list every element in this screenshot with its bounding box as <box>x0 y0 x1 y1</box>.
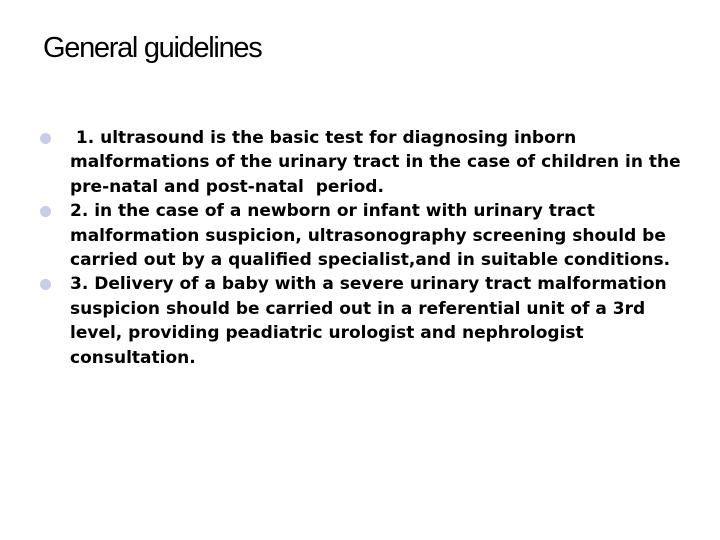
bullet-item-2 <box>40 199 690 272</box>
bullet-item-3 <box>40 272 690 370</box>
bullet-list <box>40 126 690 370</box>
bullet-text: 3. Delivery of a baby with a severe urinary tract malformation suspicion should be carried out in a referential unit of a 3rd level, providing peadiatric urologist and nephrologist consultation. <box>70 274 667 368</box>
bullet-dot-icon <box>40 206 51 217</box>
bullet-item-1 <box>40 126 690 199</box>
bullet-dot-icon <box>40 279 51 290</box>
bullet-text: 1. ultrasound is the basic test for diagnosing inborn malformations of the urinary tract in the case of children in the pre-natal and post-natal period. <box>70 128 687 197</box>
slide-title: General guidelines <box>43 32 262 64</box>
bullet-dot-icon <box>40 133 51 144</box>
bullet-text: 2. in the case of a newborn or infant with urinary tract malformation suspicion, ultrasonography screening should be carried out by a qualified specialist,and in suitable conditions. <box>70 201 671 271</box>
